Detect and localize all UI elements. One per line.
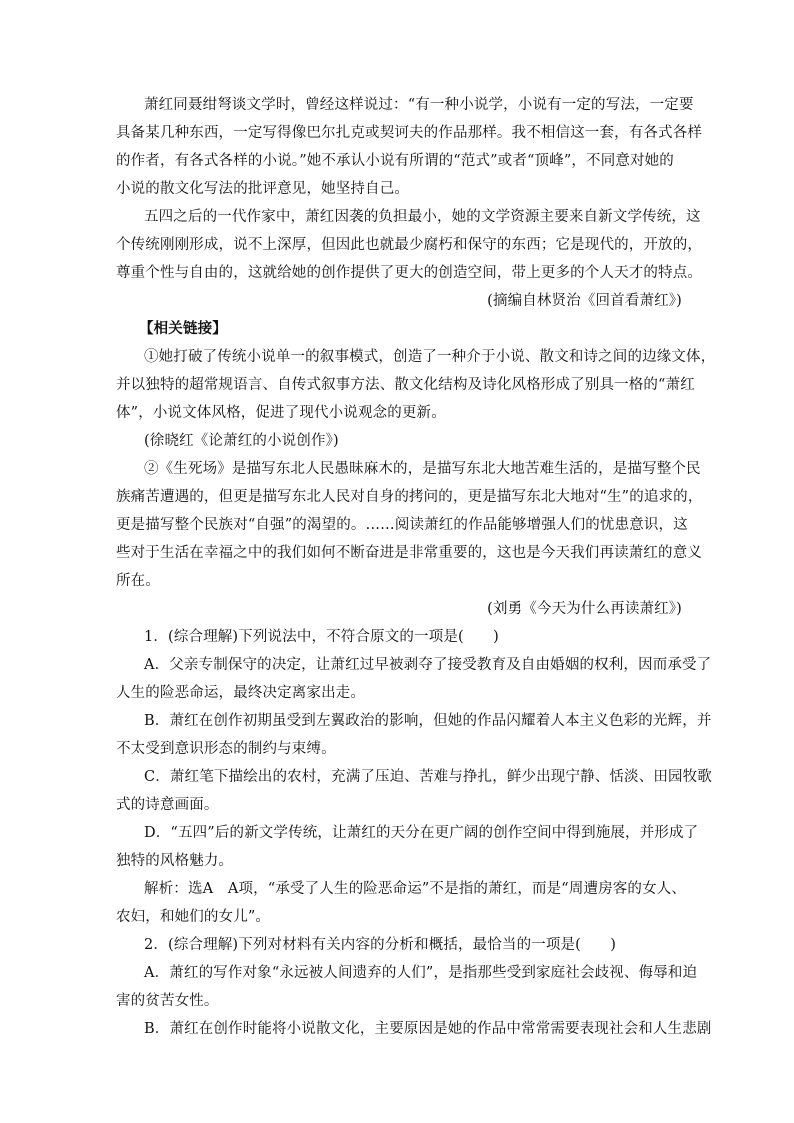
answer-option-continuation: 式的诗意画面。 (116, 797, 219, 813)
paragraph-line: ②《生死场》是描写东北人民愚昧麻木的，是描写东北大地苦难生活的，是描写整个民 (144, 461, 701, 477)
question-title: 2．(综合理解)下列对材料有关内容的分析和概括，最恰当的一项是( ) (144, 937, 617, 953)
paragraph-line: 个传统刚刚形成，说不上深厚，但因此也就最少腐朽和保守的东西；它是现代的，开放的， (116, 237, 702, 253)
answer-option: A．父亲专制保守的决定，让萧红过早被剥夺了接受教育及自由婚姻的权利，因而承受了 (144, 657, 712, 673)
analysis-line: 解析：选A A项，“承受了人生的险恶命运”不是指的萧红，而是“周遭房客的女人、 (144, 881, 687, 897)
paragraph-line: 尊重个性与自由的，这就给她的创作提供了更大的创造空间，带上更多的个人天才的特点。 (116, 265, 702, 281)
paragraph-line: 的作者，有各式各样的小说。”她不承认小说有所谓的“范式”或者“顶峰”，不同意对她的 (116, 153, 674, 169)
source-citation: (摘编自林贤治《回首看萧红》) (487, 293, 682, 309)
paragraph-line: 具备某几种东西，一定写得像巴尔扎克或契诃夫的作品那样。我不相信这一套，有各式各样 (116, 125, 702, 141)
answer-option: D．“五四”后的新文学传统，让萧红的天分在更广阔的创作空间中得到施展，并形成了 (144, 825, 699, 841)
paragraph-line: 更是描写整个民族对“自强”的渴望的。……阅读萧红的作品能够增强人们的忧患意识，这 (116, 517, 688, 533)
answer-option-continuation: 不太受到意识形态的制约与束缚。 (116, 741, 336, 757)
answer-option: B．萧红在创作初期虽受到左翼政治的影响，但她的作品闪耀着人本主义色彩的光辉，并 (144, 713, 712, 729)
answer-option-continuation: 独特的风格魅力。 (116, 853, 234, 869)
paragraph-line: 所在。 (116, 573, 160, 589)
paragraph-line: 族痛苦遭遇的，但更是描写东北人民对自身的拷问的，更是描写东北大地对“生”的追求的， (116, 489, 703, 505)
source-citation: (徐晓红《论萧红的小说创作》) (144, 433, 339, 449)
paragraph-line: 小说的散文化写法的批评意见，她坚持自己。 (116, 181, 409, 197)
paragraph-line: 并以独特的超常规语言、自传式叙事方法、散文化结构及诗化风格形成了别具一格的“萧红 (116, 377, 695, 393)
analysis-line: 农妇，和她们的女儿”。 (116, 909, 271, 925)
paragraph-line: 萧红同聂绀弩谈文学时，曾经这样说过：“有一种小说学，小说有一定的写法，一定要 (144, 97, 694, 113)
question-title: 1．(综合理解)下列说法中，不符合原文的一项是( ) (144, 629, 499, 645)
paragraph-line: 体”，小说文体风格，促进了现代小说观念的更新。 (116, 405, 446, 421)
section-heading: 【相关链接】 (139, 320, 227, 337)
paragraph-line: 些对于生活在幸福之中的我们如何不断奋进是非常重要的，这也是今天我们再读萧红的意义 (116, 545, 702, 561)
paragraph-line: ①她打破了传统小说单一的叙事模式，创造了一种介于小说、散文和诗之间的边缘文体， (144, 349, 716, 365)
source-citation: (刘勇《今天为什么再读萧红》) (487, 601, 682, 617)
answer-option: A．萧红的写作对象“永远被人间遗弃的人们”，是指那些受到家庭社会歧视、侮辱和迫 (144, 965, 698, 981)
answer-option-continuation: 害的贫苦女性。 (116, 993, 219, 1009)
answer-option: B．萧红在创作时能将小说散文化，主要原因是她的作品中常常需要表现社会和人生悲剧 (144, 1021, 712, 1037)
answer-option-continuation: 人生的险恶命运，最终决定离家出走。 (116, 685, 366, 701)
answer-option: C．萧红笔下描绘出的农村，充满了压迫、苦难与挣扎，鲜少出现宁静、恬淡、田园牧歌 (144, 769, 712, 785)
paragraph-line: 五四之后的一代作家中，萧红因袭的负担最小，她的文学资源主要来自新文学传统，这 (144, 209, 701, 225)
